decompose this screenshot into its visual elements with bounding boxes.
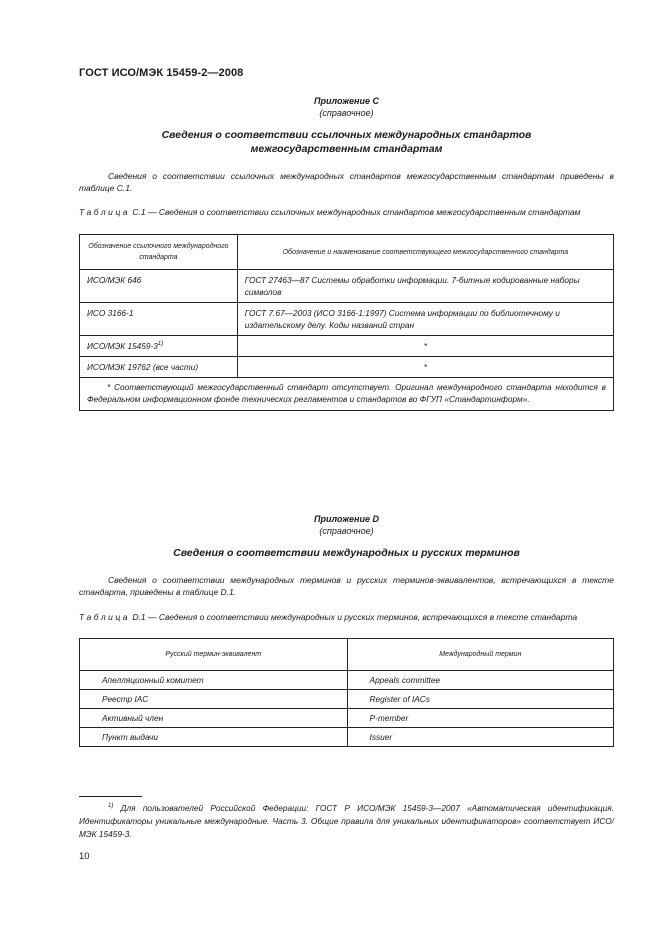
table-c1 [79,234,614,411]
table-c1-col2-header: Обозначение и наименование соответствующего межгосударственного стандарта [237,235,613,270]
table-d1-word: Таблица [79,612,131,622]
table-d1-en-cell: Appeals committee [347,671,613,690]
table-row [80,671,614,690]
table-c1-std-cell: ГОСТ 7.67—2003 (ИСО 3166-1:1997) Система информации по библиотечному и издательскому делу. Коды названий стран [237,303,613,336]
table-d1-col2-header: Международный термин [347,639,613,671]
appendix-d-title: Приложение D [314,514,379,524]
table-d1-en-cell: P-member [347,709,613,728]
table-d1-ru-cell: Активный член [80,709,348,728]
appendix-c-title: Приложение С [314,96,379,106]
appendix-d-intro: Сведения о соответствии международных терминов и русских терминов-эквивалентов, встречающихся в тексте стандарта, приведены в таблице D.1. [79,575,614,597]
table-d1-ru-cell: Апелляционный комитет [80,671,348,690]
table-c1-caption [79,206,614,218]
table-d1-caption [79,611,614,623]
table-c1-col1-header: Обозначение ссылочного международного стандарта [80,235,238,270]
document-header: ГОСТ ИСО/МЭК 15459-2—2008 [79,67,244,79]
table-d1-col1-header: Русский термин-эквивалент [80,639,348,671]
table-row [80,303,614,336]
table-row [80,270,614,303]
footnote [79,802,614,841]
table-d1-caption-text: D.1 — Сведения о соответствии международных и русских терминов, встречающихся в тексте стандарта [132,612,578,622]
appendix-c-subtitle: (справочное) [319,108,374,118]
table-c1-note: * Соответствующий межгосударственный стандарт отсутствует. Оригинал международного стандарта находится в Федеральном информационном фонде технических регламентов и стандартов во ФГУП «Стандартинформ». [80,378,614,411]
footnote-mark: 1) [108,803,114,810]
footnote-separator [79,796,142,797]
table-row [80,728,614,747]
page-number: 10 [79,851,90,862]
table-c1-ref-cell: ИСО 3166-1 [80,303,238,336]
table-row [80,336,614,357]
table-c1-ref-cell: ИСО/МЭК 646 [80,270,238,303]
table-c1-ref-cell: ИСО/МЭК 19762 (все части) [80,357,238,378]
table-c1-std-cell: * [237,357,613,378]
table-d1-ru-cell: Реестр IAC [80,690,348,709]
appendix-d-subtitle: (справочное) [319,526,374,536]
appendix-c-heading-line2: межгосударственным стандартам [250,143,443,155]
table-row [80,690,614,709]
footnote-text: Для пользователей Российской Федерации: ГОСТ Р ИСО/МЭК 15459-3—2007 «Автоматическая идентификация. Идентификаторы уникальные международные. Часть 3. Общие правила для уникальных идентификаторов» соответствует ИСО/МЭК 15459-3. [79,803,614,839]
table-c1-ref-text: ИСО/МЭК 15459-3 [87,341,158,351]
table-c1-ref-cell [80,336,238,357]
appendix-c-intro: Сведения о соответствии ссылочных международных стандартов межгосударственным стандартам приведены в таблице С.1. [79,171,614,193]
table-c1-caption-text: С.1 — Сведения о соответствии ссылочных международных стандартов межгосударственным стандартам [132,207,581,217]
table-d1-en-cell: Issuer [347,728,613,747]
appendix-c-heading-line1: Сведения о соответствии ссылочных международных стандартов [161,129,532,141]
table-c1-word: Таблица [79,207,131,217]
table-c1-std-cell: ГОСТ 27463—87 Системы обработки информации. 7-битные кодированные наборы символов [237,270,613,303]
appendix-d-heading: Сведения о соответствии международных и русских терминов [173,547,520,559]
table-c1-std-cell: * [237,336,613,357]
table-d1 [79,638,614,747]
table-row [80,357,614,378]
table-c1-note-row [80,378,614,411]
table-d1-ru-cell: Пункт выдачи [80,728,348,747]
footnote-ref-mark: 1) [157,341,164,348]
table-d1-en-cell: Register of IACs [347,690,613,709]
table-row [80,709,614,728]
table-c1-header-row [80,235,614,270]
table-d1-header-row [80,639,614,671]
